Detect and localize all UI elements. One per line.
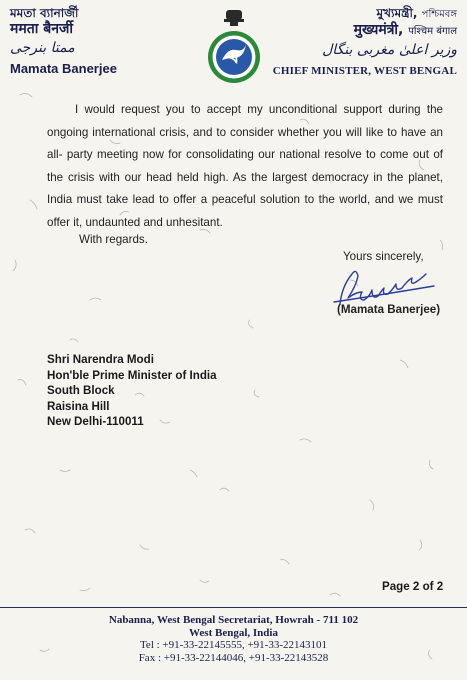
name-urdu: ممتا بنرجی [10, 40, 75, 56]
name-english: Mamata Banerjee [10, 61, 117, 76]
addressee-line: Hon'ble Prime Minister of India [47, 368, 217, 382]
title-urdu: وزیر اعلیٰ مغربی بنگال [322, 42, 457, 58]
footer-tel: Tel : +91-33-22145555, +91-33-22143101 [139, 639, 327, 652]
closing-line: Yours sincerely, [343, 250, 424, 263]
letterhead-left [10, 6, 160, 78]
letterhead-right [237, 6, 457, 80]
addressee-block [47, 352, 217, 430]
signatory-name: (Mamata Banerjee) [337, 303, 441, 316]
footer-address [60, 614, 407, 665]
footer-line2: West Bengal, India [189, 626, 278, 639]
footer-line1: Nabanna, West Bengal Secretariat, Howrah - 711 102 [108, 614, 359, 626]
title-english: CHIEF MINISTER, WEST BENGAL [272, 65, 457, 77]
page-number: Page 2 of 2 [382, 580, 444, 593]
addressee-line: Shri Narendra Modi [47, 353, 154, 366]
addressee-line: New Delhi-110011 [47, 415, 144, 429]
body-paragraph: I would request you to accept my unconditional support during the ongoing international crisis, and to consider whether you will like to have an all- party meeting now for consolidating our national resolve to come out of the crisis with our head held high. As the largest democracy in the planet, India must take lead to offer a peaceful solution to the world, and we must offer it, undaunted and unhesitant. [47, 103, 443, 229]
svg-text:ব: ব [228, 47, 240, 68]
title-hindi: मुख्यमंत्री, पश्चिम बंगाल [353, 22, 457, 38]
addressee-line: South Block [47, 384, 115, 398]
name-hindi: ममता बैनर्जी [10, 21, 74, 37]
letter-body [47, 99, 443, 234]
addressee-line: Raisina Hill [47, 399, 110, 413]
title-bengali: মুখ্যমন্ত্রী, পশ্চিমবঙ্গ [376, 6, 457, 20]
name-bengali: মমতা ব্যানার্জী [10, 6, 79, 20]
footer-fax: Fax : +91-33-22144046, +91-33-22143528 [138, 652, 329, 665]
regards-line: With regards. [79, 233, 148, 246]
footer-divider [0, 607, 467, 608]
